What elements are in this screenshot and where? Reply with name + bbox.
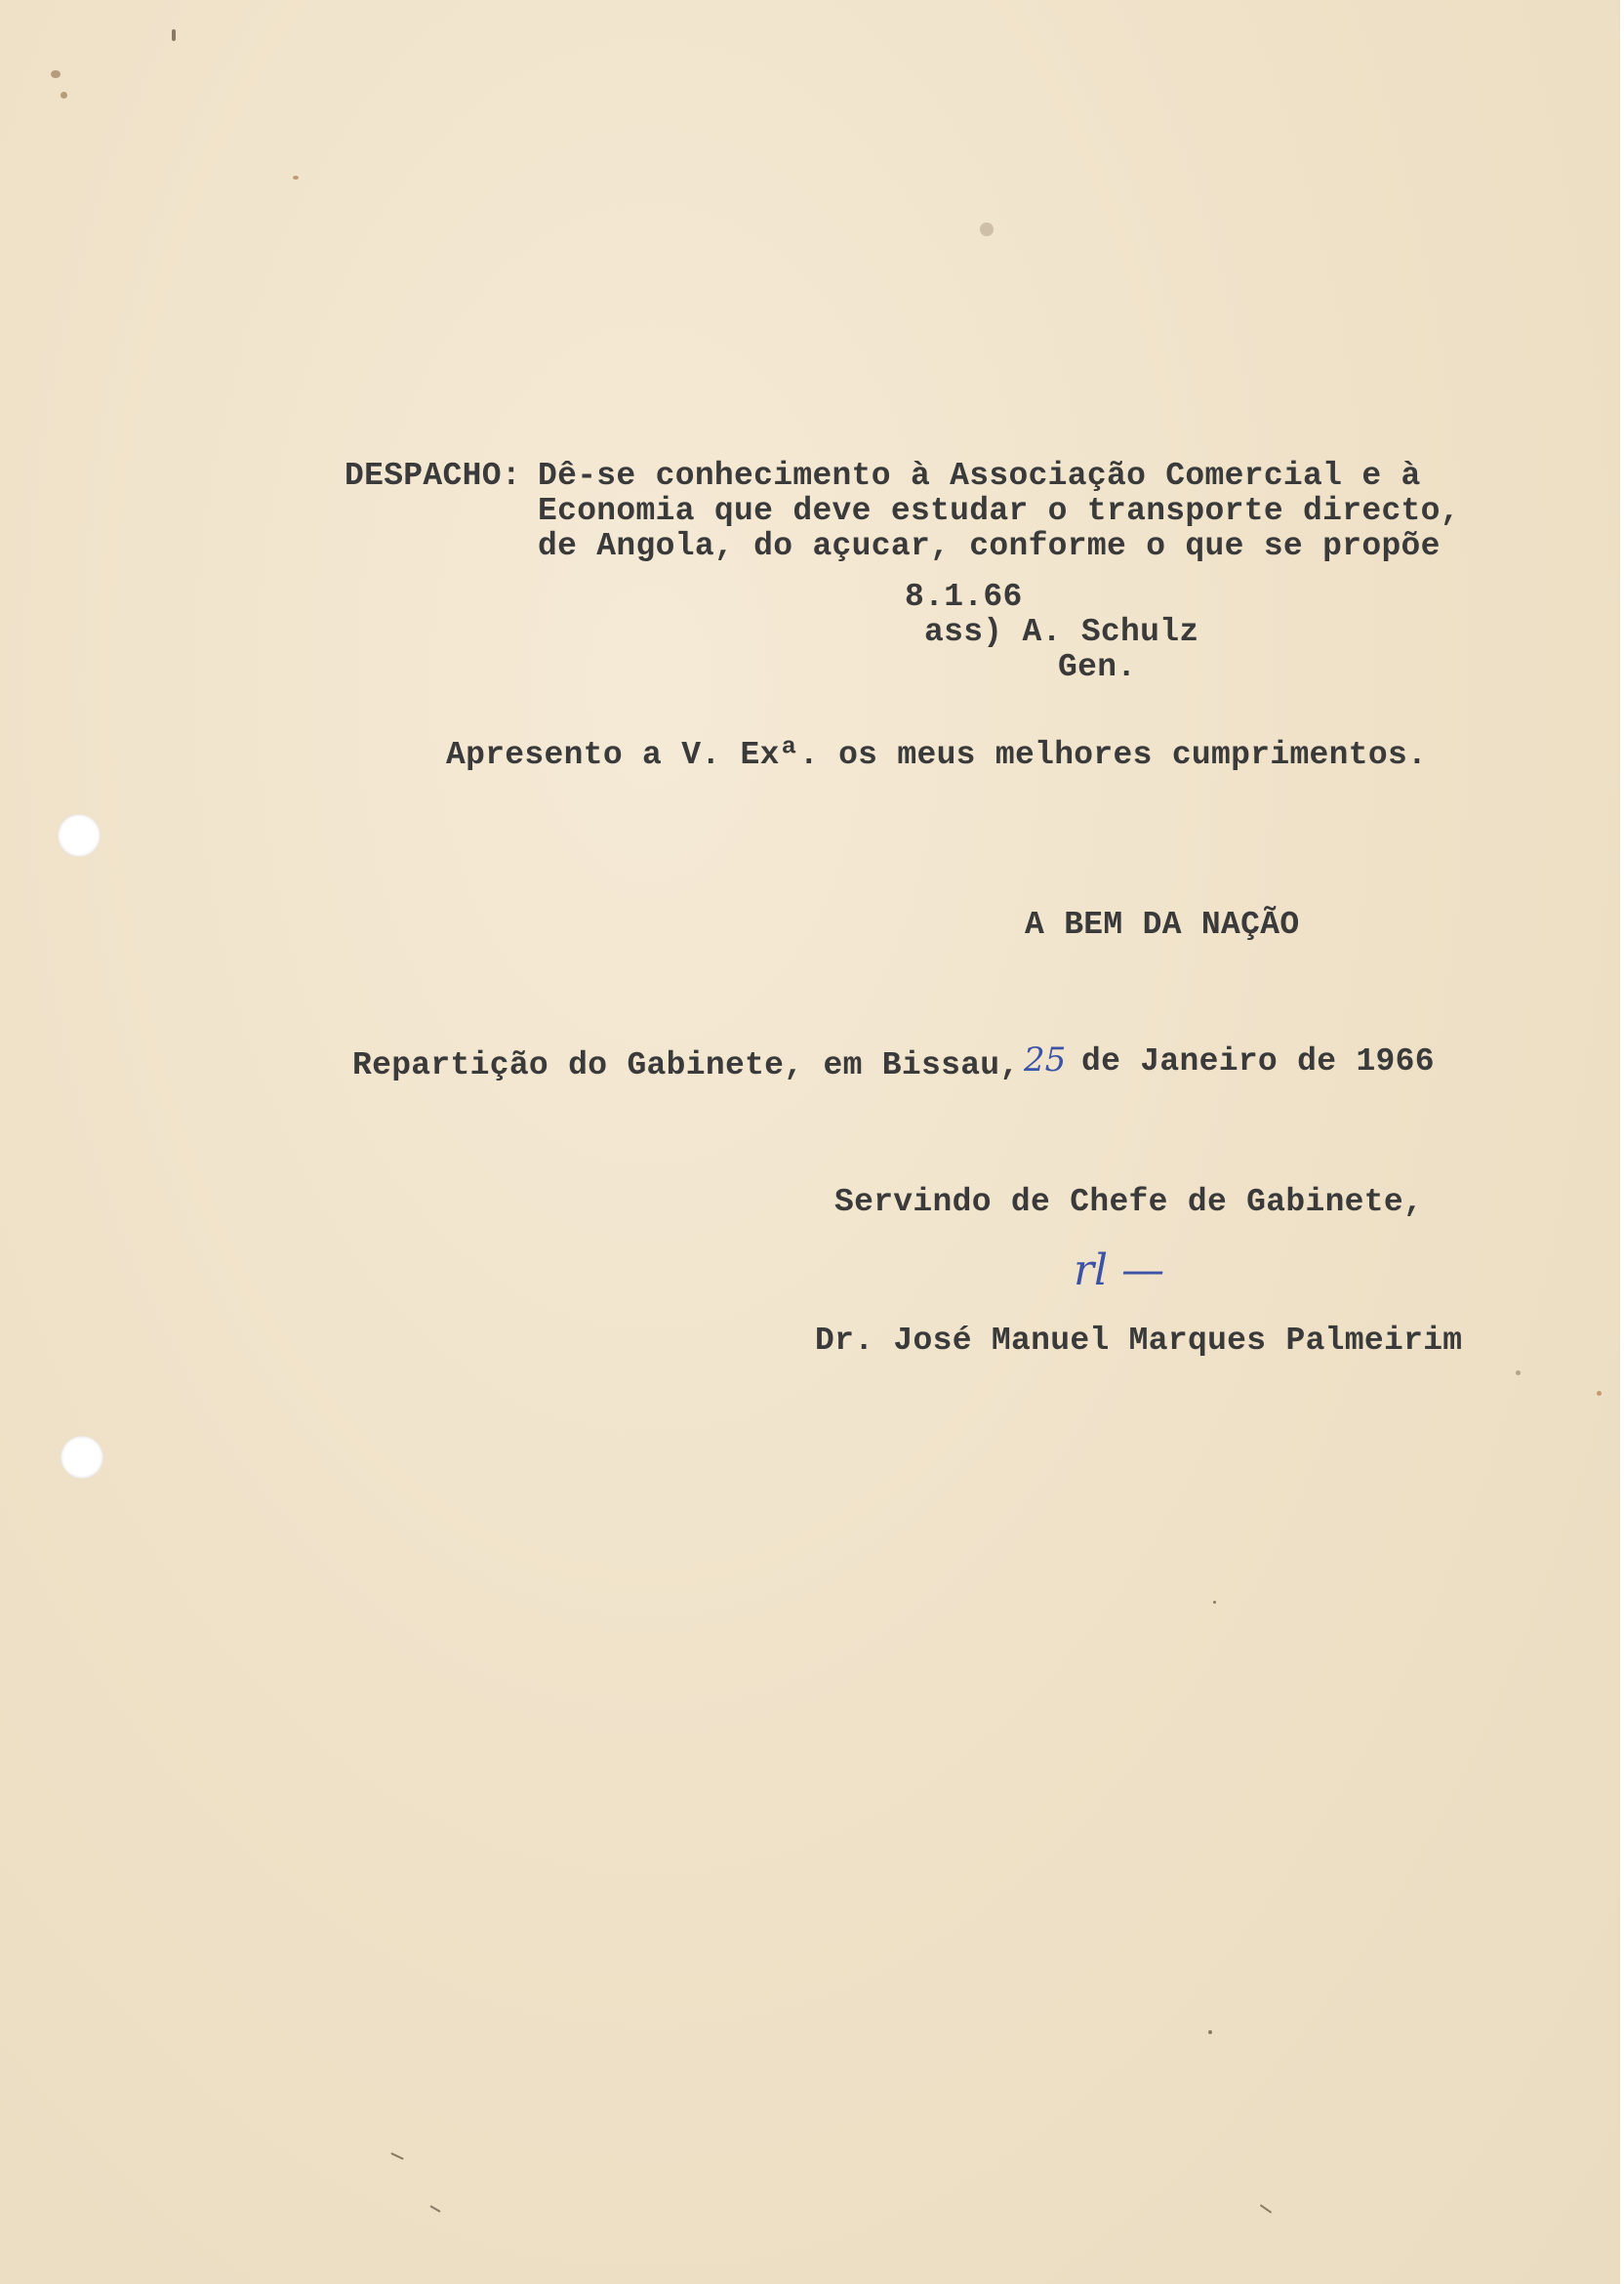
paper-speck [390, 2152, 404, 2160]
paper-speck [293, 176, 299, 180]
signatory-name: Dr. José Manuel Marques Palmeirim [815, 1323, 1463, 1359]
paper-speck [429, 2205, 440, 2213]
despacho-label: DESPACHO: [345, 458, 521, 494]
despacho-signature: ass) A. Schulz [924, 614, 1199, 650]
dateline-suffix: de Janeiro de 1966 [1081, 1043, 1435, 1080]
punch-hole-top [58, 814, 101, 857]
despacho-line-3: de Angola, do açucar, conforme o que se propõe [538, 528, 1441, 564]
paper-speck [61, 92, 67, 99]
paper-speck [172, 29, 176, 41]
page-edge [1620, 0, 1624, 2284]
handwritten-initials: rl — [1074, 1245, 1165, 1295]
despacho-line-1: Dê-se conhecimento à Associação Comercial e à [538, 458, 1421, 494]
paper-speck [51, 70, 61, 78]
despacho-date: 8.1.66 [905, 579, 1023, 615]
motto-heading: A BEM DA NAÇÃO [1025, 907, 1300, 943]
dateline-prefix: Repartição do Gabinete, em Bissau, [352, 1047, 1020, 1083]
paper-speck [1208, 2030, 1212, 2034]
paper-speck [980, 223, 994, 236]
closing-role: Servindo de Chefe de Gabinete, [834, 1184, 1424, 1220]
paper-speck [1516, 1370, 1521, 1375]
paper-speck [1260, 2204, 1273, 2214]
paper-speck [1597, 1391, 1602, 1396]
despacho-line-2: Economia que deve estudar o transporte directo, [538, 493, 1460, 529]
punch-hole-bottom [61, 1436, 103, 1479]
paper-speck [1213, 1601, 1216, 1604]
despacho-rank: Gen. [1058, 649, 1137, 685]
greeting-text: Apresento a V. Exª. os meus melhores cumprimentos. [446, 737, 1428, 773]
handwritten-day: 25 [1024, 1040, 1067, 1080]
